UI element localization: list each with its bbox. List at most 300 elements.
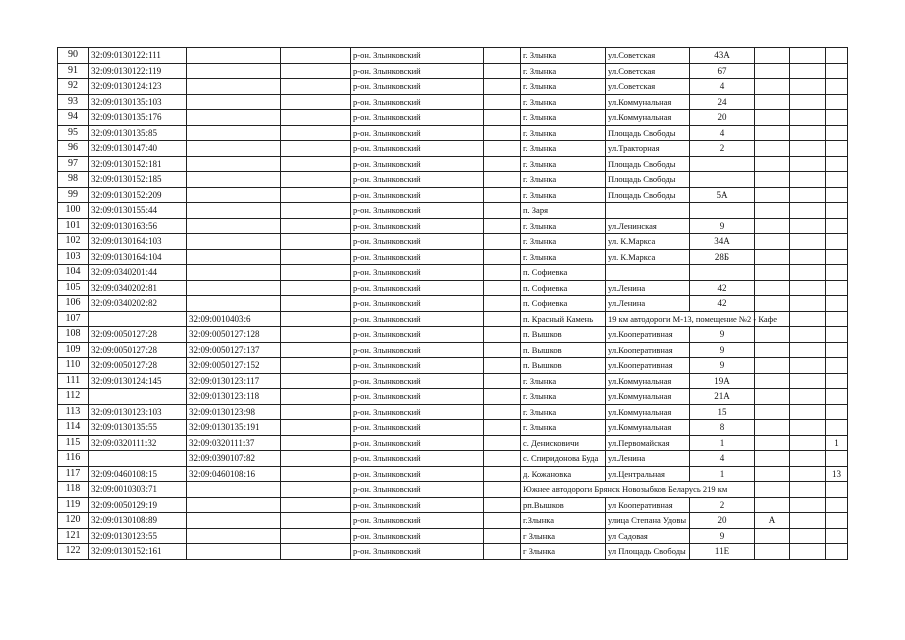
cadastral-number-cell [89, 389, 187, 405]
district-cell: р-он. Злынковский [351, 482, 484, 498]
row-number-cell: 96 [58, 141, 89, 157]
empty-cell [484, 125, 521, 141]
locality-cell: п. Вышков [521, 342, 606, 358]
district-cell: р-он. Злынковский [351, 528, 484, 544]
cadastral-number-cell: 32:09:0130164:103 [89, 234, 187, 250]
empty-cell [281, 265, 351, 281]
empty-cell [281, 218, 351, 234]
extra-cell [790, 125, 826, 141]
street-cell: Площадь Свободы [606, 125, 690, 141]
extra-cell [826, 528, 848, 544]
table-row [58, 265, 848, 281]
street-cell: Площадь Свободы [606, 172, 690, 188]
house-number-cell: 20 [690, 513, 755, 529]
empty-cell [281, 94, 351, 110]
empty-cell [281, 203, 351, 219]
extra-cell [826, 141, 848, 157]
extra-cell [826, 125, 848, 141]
district-cell: р-он. Злынковский [351, 249, 484, 265]
empty-cell [281, 451, 351, 467]
extra-cell [790, 203, 826, 219]
empty-cell [281, 544, 351, 560]
table-row [58, 94, 848, 110]
empty-cell [484, 203, 521, 219]
locality-cell: г Злынка [521, 528, 606, 544]
district-cell: р-он. Злынковский [351, 94, 484, 110]
building-cadastral-number-cell [187, 513, 281, 529]
building-cadastral-number-cell: 32:09:0130135:191 [187, 420, 281, 436]
empty-cell [281, 404, 351, 420]
building-letter-cell [755, 296, 790, 312]
empty-cell [484, 466, 521, 482]
table-body [58, 48, 848, 560]
extra-cell [826, 48, 848, 64]
house-number-cell: 2 [690, 141, 755, 157]
empty-cell [281, 110, 351, 126]
table-row [58, 187, 848, 203]
cadastral-number-cell: 32:09:0320111:32 [89, 435, 187, 451]
locality-cell: г. Злынка [521, 218, 606, 234]
district-cell: р-он. Злынковский [351, 280, 484, 296]
house-number-cell: 20 [690, 110, 755, 126]
extra-cell [826, 280, 848, 296]
building-letter-cell [755, 156, 790, 172]
locality-cell: п. Софиевка [521, 265, 606, 281]
extra-cell [790, 311, 826, 327]
row-number-cell: 93 [58, 94, 89, 110]
street-cell: ул.Ленинская [606, 218, 690, 234]
extra-cell [790, 110, 826, 126]
district-cell: р-он. Злынковский [351, 125, 484, 141]
table-row [58, 234, 848, 250]
building-letter-cell [755, 203, 790, 219]
street-cell: 19 км автодороги М-13, помещение №2 - Кафе [606, 311, 755, 327]
street-cell: ул Кооперативная [606, 497, 690, 513]
locality-cell: г. Злынка [521, 125, 606, 141]
district-cell: р-он. Злынковский [351, 544, 484, 560]
empty-cell [484, 342, 521, 358]
street-cell: ул.Ленина [606, 296, 690, 312]
empty-cell [281, 389, 351, 405]
extra-cell [790, 435, 826, 451]
house-number-cell [690, 203, 755, 219]
extra-cell [826, 203, 848, 219]
street-cell: ул.Коммунальная [606, 389, 690, 405]
table-row [58, 544, 848, 560]
locality-cell: д. Кожановка [521, 466, 606, 482]
row-number-cell: 103 [58, 249, 89, 265]
empty-cell [281, 358, 351, 374]
empty-cell [484, 373, 521, 389]
cadastral-number-cell: 32:09:0130124:123 [89, 79, 187, 95]
district-cell: р-он. Злынковский [351, 203, 484, 219]
row-number-cell: 120 [58, 513, 89, 529]
building-letter-cell [755, 265, 790, 281]
building-cadastral-number-cell [187, 48, 281, 64]
building-cadastral-number-cell: 32:09:0050127:152 [187, 358, 281, 374]
empty-cell [281, 63, 351, 79]
building-cadastral-number-cell: 32:09:0050127:137 [187, 342, 281, 358]
row-number-cell: 98 [58, 172, 89, 188]
house-number-cell: 24 [690, 94, 755, 110]
row-number-cell: 90 [58, 48, 89, 64]
empty-cell [484, 404, 521, 420]
extra-cell [790, 141, 826, 157]
table-row [58, 389, 848, 405]
building-cadastral-number-cell [187, 528, 281, 544]
cadastral-number-cell: 32:09:0130123:103 [89, 404, 187, 420]
locality-cell: г.Злынка [521, 513, 606, 529]
street-cell: ул.Центральная [606, 466, 690, 482]
street-cell: ул.Коммунальная [606, 373, 690, 389]
building-letter-cell [755, 218, 790, 234]
cadastral-number-cell: 32:09:0050129:19 [89, 497, 187, 513]
row-number-cell: 107 [58, 311, 89, 327]
building-letter-cell [755, 63, 790, 79]
street-cell: ул.Ленина [606, 280, 690, 296]
house-number-cell: 43А [690, 48, 755, 64]
row-number-cell: 94 [58, 110, 89, 126]
district-cell: р-он. Злынковский [351, 265, 484, 281]
extra-cell [790, 544, 826, 560]
empty-cell [484, 172, 521, 188]
street-cell: ул.Коммунальная [606, 94, 690, 110]
cadastral-number-cell: 32:09:0340202:81 [89, 280, 187, 296]
house-number-cell: 34А [690, 234, 755, 250]
extra-cell [790, 172, 826, 188]
locality-cell: г. Злынка [521, 141, 606, 157]
building-cadastral-number-cell: 32:09:0460108:16 [187, 466, 281, 482]
cadastral-number-cell: 32:09:0340201:44 [89, 265, 187, 281]
extra-cell [826, 311, 848, 327]
cadastral-number-cell: 32:09:0130108:89 [89, 513, 187, 529]
building-letter-cell [755, 280, 790, 296]
table-row [58, 327, 848, 343]
house-number-cell: 8 [690, 420, 755, 436]
locality-cell: г. Злынка [521, 94, 606, 110]
house-number-cell: 4 [690, 125, 755, 141]
house-number-cell: 15 [690, 404, 755, 420]
locality-cell: п. Красный Камень [521, 311, 606, 327]
district-cell: р-он. Злынковский [351, 373, 484, 389]
cadastral-number-cell: 32:09:0050127:28 [89, 342, 187, 358]
empty-cell [281, 420, 351, 436]
house-number-cell: 1 [690, 435, 755, 451]
extra-cell [790, 342, 826, 358]
building-cadastral-number-cell [187, 203, 281, 219]
extra-cell [790, 187, 826, 203]
street-cell: ул.Ленина [606, 451, 690, 467]
table-row [58, 311, 848, 327]
empty-cell [281, 513, 351, 529]
table-row [58, 404, 848, 420]
cadastral-number-cell: 32:09:0130135:103 [89, 94, 187, 110]
empty-cell [484, 141, 521, 157]
locality-cell: п. Заря [521, 203, 606, 219]
cadastral-number-cell: 32:09:0130147:40 [89, 141, 187, 157]
row-number-cell: 117 [58, 466, 89, 482]
building-cadastral-number-cell: 32:09:0390107:82 [187, 451, 281, 467]
street-cell: ул.Кооперативная [606, 327, 690, 343]
empty-cell [484, 156, 521, 172]
cadastral-number-cell: 32:09:0130155:44 [89, 203, 187, 219]
table-row [58, 203, 848, 219]
extra-cell [790, 234, 826, 250]
house-number-cell: 42 [690, 280, 755, 296]
cadastral-number-cell [89, 451, 187, 467]
district-cell: р-он. Злынковский [351, 79, 484, 95]
extra-cell [790, 451, 826, 467]
empty-cell [484, 249, 521, 265]
house-number-cell: 9 [690, 218, 755, 234]
building-letter-cell [755, 420, 790, 436]
building-letter-cell [755, 466, 790, 482]
empty-cell [281, 141, 351, 157]
cadastral-number-cell: 32:09:0130122:111 [89, 48, 187, 64]
extra-cell [790, 280, 826, 296]
row-number-cell: 119 [58, 497, 89, 513]
street-cell: ул.Кооперативная [606, 358, 690, 374]
street-cell: ул Площадь Свободы [606, 544, 690, 560]
table-row [58, 513, 848, 529]
building-letter-cell [755, 404, 790, 420]
cadastral-number-cell: 32:09:0130124:145 [89, 373, 187, 389]
extra-cell [826, 110, 848, 126]
address-register-table [57, 47, 848, 560]
empty-cell [281, 156, 351, 172]
house-number-cell: 9 [690, 528, 755, 544]
row-number-cell: 113 [58, 404, 89, 420]
cadastral-number-cell: 32:09:0050127:28 [89, 327, 187, 343]
building-cadastral-number-cell: 32:09:0010403:6 [187, 311, 281, 327]
district-cell: р-он. Злынковский [351, 311, 484, 327]
row-number-cell: 105 [58, 280, 89, 296]
street-cell: ул.Первомайская [606, 435, 690, 451]
district-cell: р-он. Злынковский [351, 342, 484, 358]
table-row [58, 79, 848, 95]
extra-cell [826, 389, 848, 405]
table-row [58, 280, 848, 296]
building-cadastral-number-cell [187, 110, 281, 126]
cadastral-number-cell: 32:09:0130152:209 [89, 187, 187, 203]
extra-cell [790, 466, 826, 482]
empty-cell [484, 110, 521, 126]
extra-cell [826, 342, 848, 358]
extra-cell [790, 373, 826, 389]
cadastral-number-cell: 32:09:0130135:55 [89, 420, 187, 436]
table-row [58, 125, 848, 141]
house-number-cell: 67 [690, 63, 755, 79]
street-cell: ул Садовая [606, 528, 690, 544]
extra-cell [790, 404, 826, 420]
extra-cell [826, 234, 848, 250]
house-number-cell [690, 156, 755, 172]
extra-cell [826, 187, 848, 203]
locality-cell: г. Злынка [521, 172, 606, 188]
house-number-cell: 28Б [690, 249, 755, 265]
cadastral-number-cell: 32:09:0130152:181 [89, 156, 187, 172]
empty-cell [281, 497, 351, 513]
table-row [58, 420, 848, 436]
locality-cell: г. Злынка [521, 234, 606, 250]
row-number-cell: 114 [58, 420, 89, 436]
extra-cell: 13 [826, 466, 848, 482]
district-cell: р-он. Злынковский [351, 48, 484, 64]
street-cell [606, 265, 690, 281]
extra-cell [826, 513, 848, 529]
cadastral-number-cell: 32:09:0130135:85 [89, 125, 187, 141]
extra-cell [790, 249, 826, 265]
building-letter-cell [755, 373, 790, 389]
locality-cell: г. Злынка [521, 48, 606, 64]
building-letter-cell [755, 482, 790, 498]
extra-cell [826, 172, 848, 188]
empty-cell [281, 342, 351, 358]
house-number-cell: 21А [690, 389, 755, 405]
row-number-cell: 115 [58, 435, 89, 451]
table-row [58, 249, 848, 265]
extra-cell [790, 420, 826, 436]
building-letter-cell [755, 48, 790, 64]
district-cell: р-он. Злынковский [351, 156, 484, 172]
building-letter-cell [755, 187, 790, 203]
street-cell: ул.Кооперативная [606, 342, 690, 358]
empty-cell [281, 482, 351, 498]
empty-cell [484, 265, 521, 281]
locality-cell: п. Софиевка [521, 296, 606, 312]
house-number-cell [690, 172, 755, 188]
house-number-cell: 1 [690, 466, 755, 482]
building-letter-cell [755, 172, 790, 188]
street-cell: ул.Коммунальная [606, 404, 690, 420]
row-number-cell: 118 [58, 482, 89, 498]
table-row [58, 172, 848, 188]
extra-cell [826, 420, 848, 436]
street-cell: ул. К.Маркса [606, 234, 690, 250]
extra-cell [826, 358, 848, 374]
building-cadastral-number-cell [187, 141, 281, 157]
empty-cell [484, 451, 521, 467]
extra-cell [826, 79, 848, 95]
district-cell: р-он. Злынковский [351, 172, 484, 188]
extra-cell [790, 265, 826, 281]
empty-cell [484, 94, 521, 110]
empty-cell [484, 296, 521, 312]
empty-cell [484, 389, 521, 405]
cadastral-number-cell [89, 311, 187, 327]
locality-cell: п. Вышков [521, 358, 606, 374]
row-number-cell: 110 [58, 358, 89, 374]
empty-cell [484, 234, 521, 250]
table-row [58, 156, 848, 172]
house-number-cell [690, 265, 755, 281]
cadastral-number-cell: 32:09:0130123:55 [89, 528, 187, 544]
building-letter-cell [755, 497, 790, 513]
house-number-cell: 2 [690, 497, 755, 513]
extra-cell [790, 156, 826, 172]
empty-cell [281, 125, 351, 141]
district-cell: р-он. Злынковский [351, 451, 484, 467]
extra-cell [790, 482, 826, 498]
building-cadastral-number-cell [187, 544, 281, 560]
table-row [58, 48, 848, 64]
extra-cell [826, 327, 848, 343]
cadastral-number-cell: 32:09:0130135:176 [89, 110, 187, 126]
row-number-cell: 122 [58, 544, 89, 560]
row-number-cell: 108 [58, 327, 89, 343]
district-cell: р-он. Злынковский [351, 513, 484, 529]
building-cadastral-number-cell: 32:09:0050127:128 [187, 327, 281, 343]
row-number-cell: 97 [58, 156, 89, 172]
building-cadastral-number-cell [187, 218, 281, 234]
building-letter-cell [755, 358, 790, 374]
extra-cell [826, 156, 848, 172]
extra-cell [790, 389, 826, 405]
extra-cell [790, 94, 826, 110]
extra-cell: 1 [826, 435, 848, 451]
district-cell: р-он. Злынковский [351, 296, 484, 312]
locality-cell: п. Софиевка [521, 280, 606, 296]
row-number-cell: 121 [58, 528, 89, 544]
table-row [58, 466, 848, 482]
extra-cell [790, 528, 826, 544]
locality-cell: г. Злынка [521, 187, 606, 203]
row-number-cell: 102 [58, 234, 89, 250]
district-cell: р-он. Злынковский [351, 358, 484, 374]
row-number-cell: 116 [58, 451, 89, 467]
extra-cell [826, 482, 848, 498]
empty-cell [281, 296, 351, 312]
building-cadastral-number-cell: 32:09:0130123:98 [187, 404, 281, 420]
row-number-cell: 104 [58, 265, 89, 281]
empty-cell [281, 373, 351, 389]
cadastral-number-cell: 32:09:0130164:104 [89, 249, 187, 265]
street-cell: ул.Советская [606, 48, 690, 64]
table-row [58, 435, 848, 451]
street-cell: улица Степана Удовы [606, 513, 690, 529]
house-number-cell: 5А [690, 187, 755, 203]
table-row [58, 482, 848, 498]
extra-cell [790, 513, 826, 529]
row-number-cell: 91 [58, 63, 89, 79]
extra-cell [826, 373, 848, 389]
street-cell: ул.Советская [606, 63, 690, 79]
empty-cell [281, 172, 351, 188]
table-row [58, 218, 848, 234]
empty-cell [281, 280, 351, 296]
building-cadastral-number-cell: 32:09:0130123:117 [187, 373, 281, 389]
house-number-cell: 9 [690, 358, 755, 374]
district-cell: р-он. Злынковский [351, 234, 484, 250]
table-row [58, 497, 848, 513]
empty-cell [484, 528, 521, 544]
building-letter-cell [755, 342, 790, 358]
house-number-cell: 42 [690, 296, 755, 312]
district-cell: р-он. Злынковский [351, 497, 484, 513]
empty-cell [484, 63, 521, 79]
extra-cell [790, 358, 826, 374]
building-cadastral-number-cell [187, 497, 281, 513]
district-cell: р-он. Злынковский [351, 420, 484, 436]
empty-cell [484, 280, 521, 296]
table-row [58, 296, 848, 312]
building-cadastral-number-cell [187, 482, 281, 498]
building-cadastral-number-cell [187, 94, 281, 110]
empty-cell [484, 48, 521, 64]
house-number-cell: 4 [690, 451, 755, 467]
building-letter-cell [755, 544, 790, 560]
district-cell: р-он. Злынковский [351, 187, 484, 203]
